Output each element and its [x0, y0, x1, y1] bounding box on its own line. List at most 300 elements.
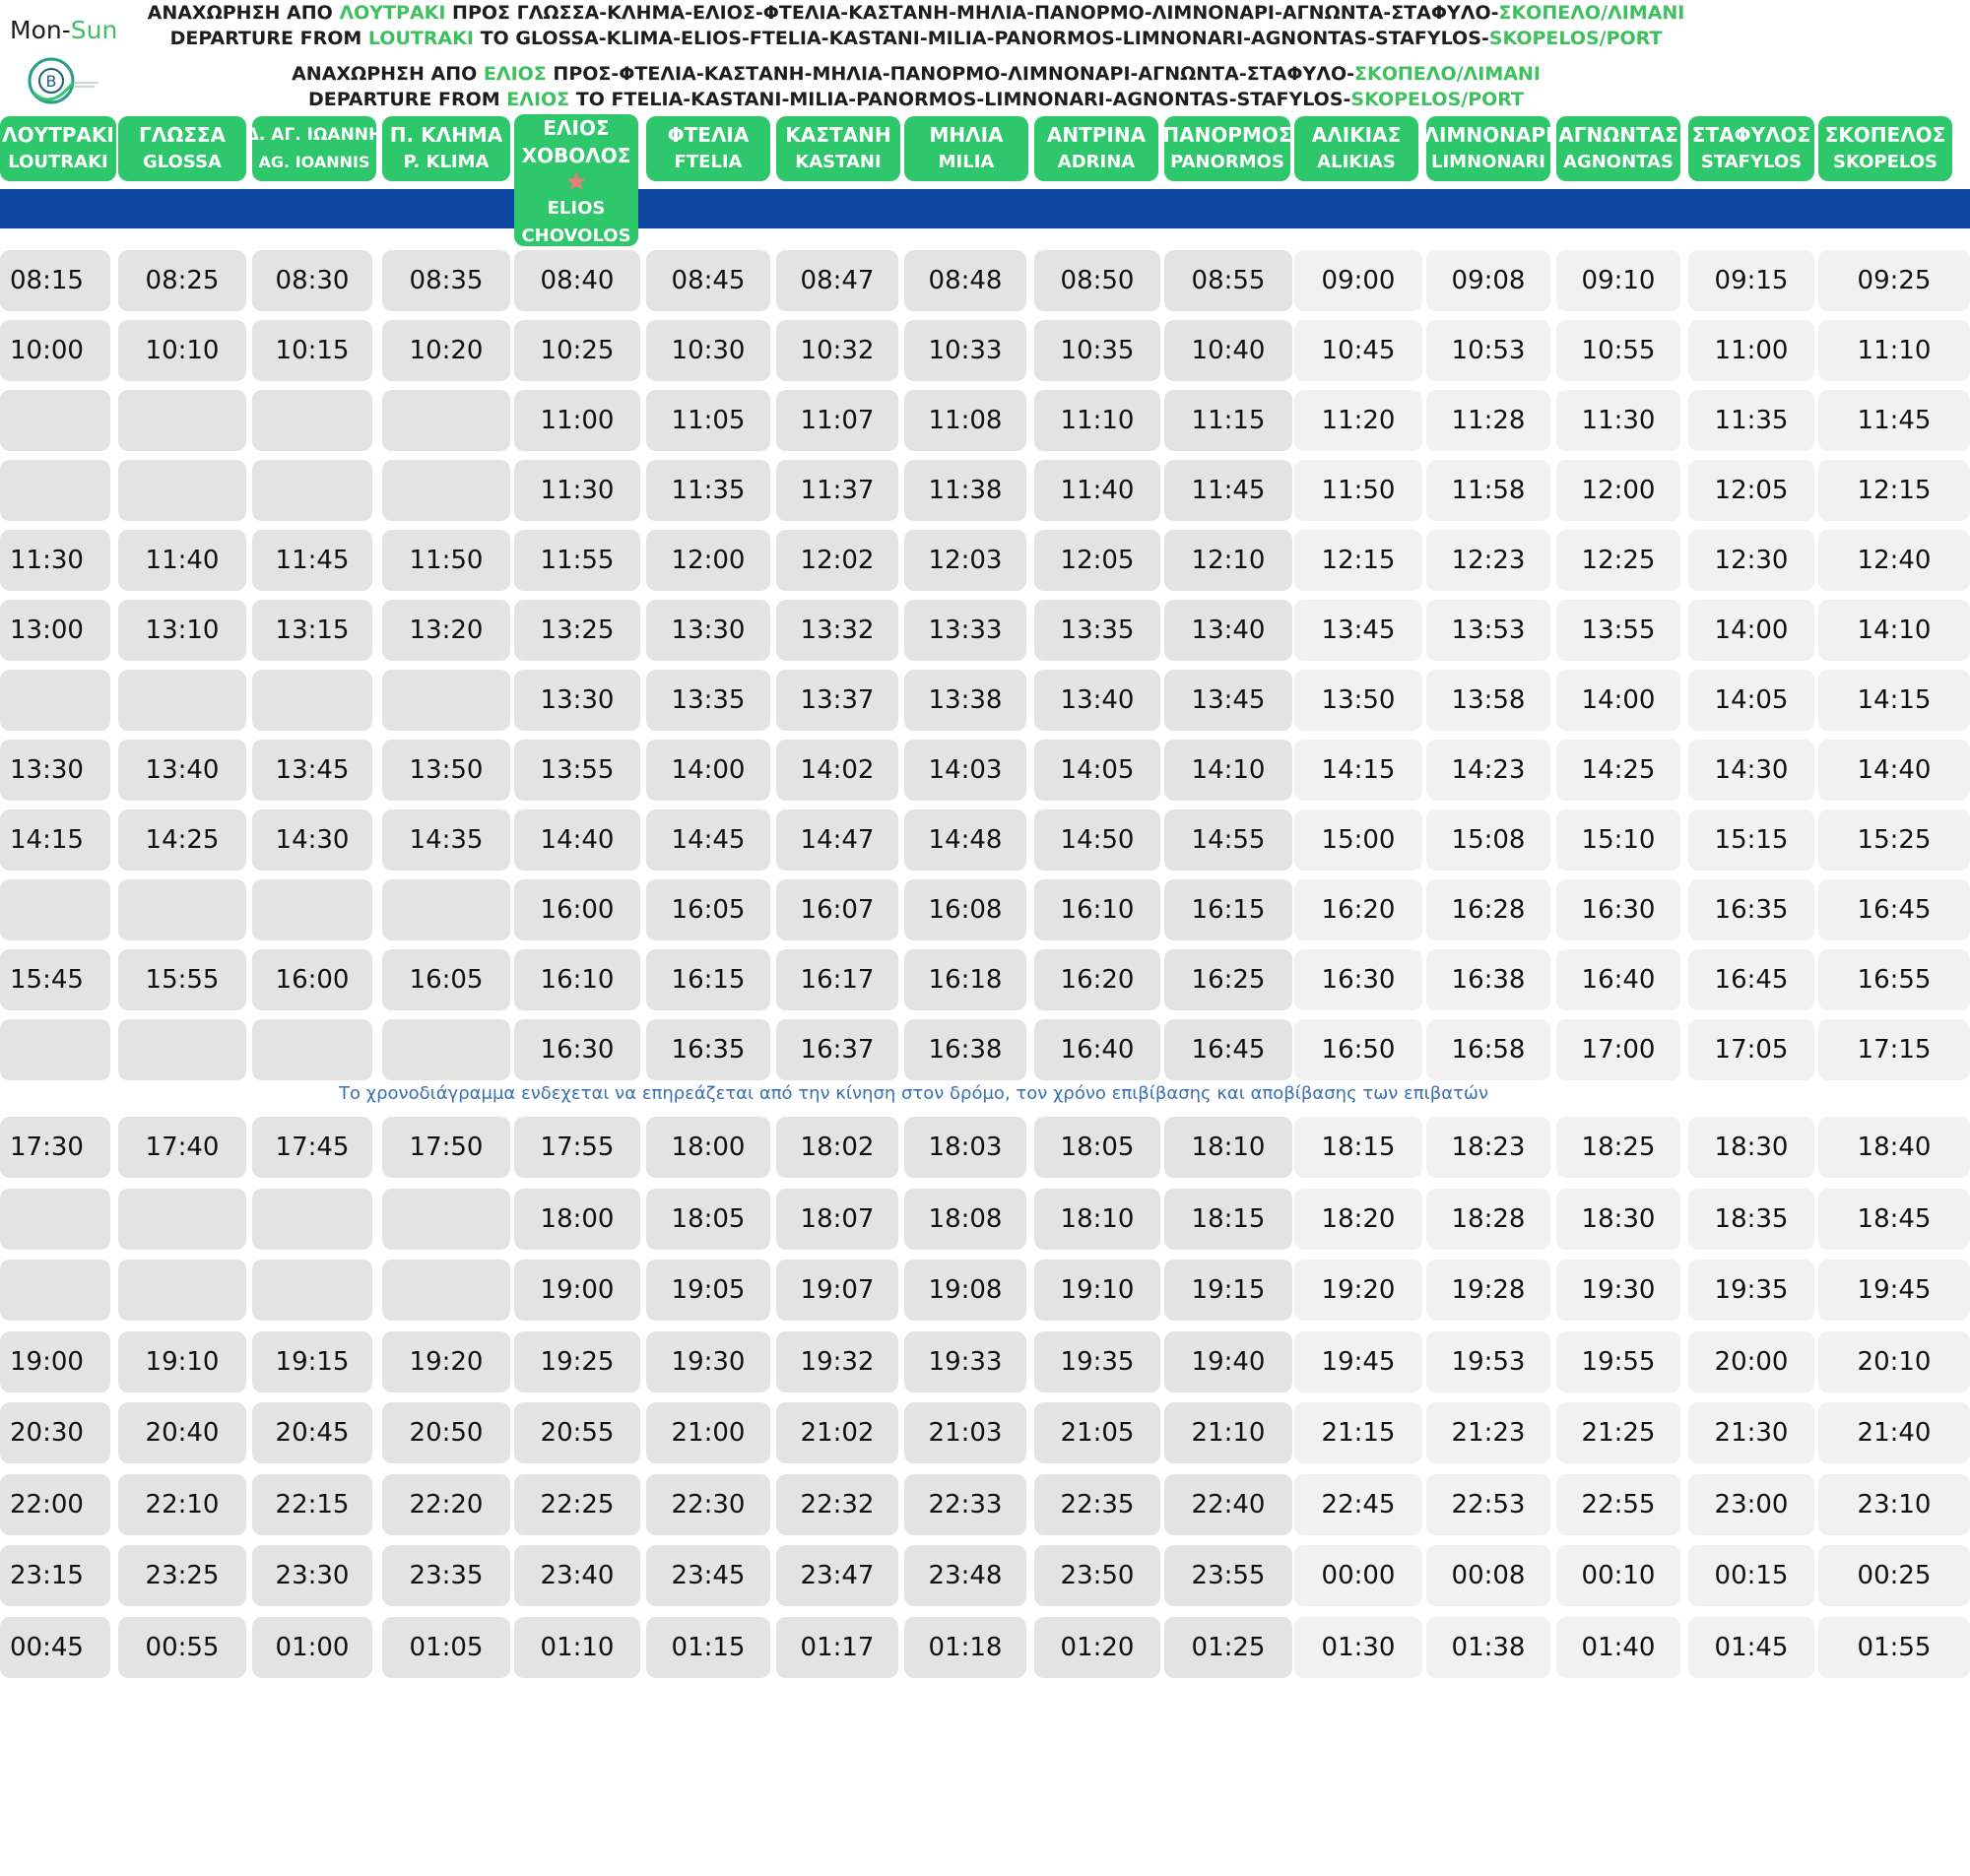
empty-cell: [0, 390, 110, 451]
time-cell: 19:30: [646, 1331, 770, 1392]
time-cell: 16:05: [646, 879, 770, 940]
time-cell: 21:40: [1818, 1402, 1970, 1463]
empty-cell: [382, 460, 510, 521]
time-cell: 18:35: [1688, 1189, 1814, 1250]
time-cell: 16:20: [1034, 949, 1160, 1010]
time-cell: 23:48: [904, 1545, 1026, 1606]
time-cell: 18:02: [776, 1117, 898, 1178]
time-cell: 16:30: [1556, 879, 1680, 940]
time-cell: 13:58: [1426, 670, 1550, 731]
time-cell: 16:38: [1426, 949, 1550, 1010]
stop-header-glossa: [118, 116, 246, 181]
time-cell: 16:10: [514, 949, 640, 1010]
time-cell: 14:23: [1426, 740, 1550, 801]
time-cell: 19:55: [1556, 1331, 1680, 1392]
time-cell: 19:25: [514, 1331, 640, 1392]
time-cell: 19:20: [1294, 1260, 1422, 1321]
time-cell: 14:15: [1818, 670, 1970, 731]
stop-name-greek: ΣΚΟΠΕΛΟΣ: [1824, 123, 1946, 147]
stop-name-latin: ELIOS: [547, 198, 606, 219]
time-cell: 22:55: [1556, 1474, 1680, 1535]
stop-header-elios: [514, 114, 638, 246]
time-cell: 13:40: [1164, 600, 1292, 661]
time-cell: 22:20: [382, 1474, 510, 1535]
time-cell: 12:15: [1294, 530, 1422, 591]
stop-header-ftelia: [646, 116, 770, 181]
time-cell: 15:25: [1818, 809, 1970, 871]
time-cell: 22:15: [252, 1474, 372, 1535]
time-cell: 13:20: [382, 600, 510, 661]
time-cell: 18:15: [1164, 1189, 1292, 1250]
time-cell: 16:40: [1034, 1019, 1160, 1080]
time-cell: 21:02: [776, 1402, 898, 1463]
brand-name: [10, 16, 117, 44]
time-cell: 16:17: [776, 949, 898, 1010]
time-cell: 22:10: [118, 1474, 246, 1535]
time-cell: 11:40: [1034, 460, 1160, 521]
time-cell: 11:37: [776, 460, 898, 521]
stop-header-stafylos: [1688, 116, 1814, 181]
time-cell: 01:20: [1034, 1617, 1160, 1678]
time-cell: 23:50: [1034, 1545, 1160, 1606]
time-cell: 13:25: [514, 600, 640, 661]
time-cell: 18:15: [1294, 1117, 1422, 1178]
stop-name-greek: ΕΛΙΟΣ: [543, 116, 610, 140]
time-cell: 18:30: [1688, 1117, 1814, 1178]
time-cell: 11:45: [252, 530, 372, 591]
time-cell: 19:00: [514, 1260, 640, 1321]
time-cell: 11:30: [514, 460, 640, 521]
empty-cell: [382, 1019, 510, 1080]
time-cell: 13:40: [1034, 670, 1160, 731]
stop-name-greek: ΦΤΕΛΙΑ: [667, 123, 750, 147]
time-cell: 12:00: [646, 530, 770, 591]
stop-name-latin: KASTANI: [795, 152, 882, 172]
time-cell: 12:03: [904, 530, 1026, 591]
time-cell: 23:45: [646, 1545, 770, 1606]
time-cell: 09:25: [1818, 250, 1970, 311]
time-cell: 14:25: [1556, 740, 1680, 801]
time-cell: 18:23: [1426, 1117, 1550, 1178]
time-cell: 16:37: [776, 1019, 898, 1080]
h1-b: ΛΟΥΤΡΑΚΙ: [339, 2, 446, 24]
time-cell: 01:55: [1818, 1617, 1970, 1678]
time-cell: 16:55: [1818, 949, 1970, 1010]
stop-header-kastani: [776, 116, 900, 181]
time-cell: 15:15: [1688, 809, 1814, 871]
time-cell: 16:30: [1294, 949, 1422, 1010]
time-cell: 18:20: [1294, 1189, 1422, 1250]
time-cell: 10:33: [904, 320, 1026, 381]
time-cell: 19:40: [1164, 1331, 1292, 1392]
time-cell: 14:50: [1034, 809, 1160, 871]
empty-cell: [252, 1260, 372, 1321]
time-cell: 12:00: [1556, 460, 1680, 521]
time-cell: 08:30: [252, 250, 372, 311]
time-cell: 14:05: [1688, 670, 1814, 731]
time-cell: 13:55: [1556, 600, 1680, 661]
time-cell: 11:05: [646, 390, 770, 451]
time-cell: 13:37: [776, 670, 898, 731]
time-cell: 16:45: [1164, 1019, 1292, 1080]
time-cell: 17:40: [118, 1117, 246, 1178]
h1-c: ΠΡΟΣ ΓΛΩΣΣΑ-ΚΛΗΜΑ-ΕΛΙΟΣ-ΦΤΕΛΙΑ-ΚΑΣΤΑΝΗ-ΜΗΛΙΑ-ΠΑΝΟΡΜΟ-ΛΙΜΝΟΝΑΡΙ-ΑΓΝΩΝΤΑ-ΣΤΑΦΥΛΟ-: [445, 2, 1499, 24]
stop-name-greek: ΑΝΤΡΙΝΑ: [1046, 123, 1147, 147]
time-cell: 13:45: [1294, 600, 1422, 661]
time-cell: 23:10: [1818, 1474, 1970, 1535]
time-cell: 16:45: [1818, 879, 1970, 940]
time-cell: 14:10: [1818, 600, 1970, 661]
header-divider-bar: [0, 189, 1970, 228]
time-cell: 08:45: [646, 250, 770, 311]
time-cell: 10:45: [1294, 320, 1422, 381]
time-cell: 08:50: [1034, 250, 1160, 311]
time-cell: 01:00: [252, 1617, 372, 1678]
time-cell: 15:00: [1294, 809, 1422, 871]
time-cell: 16:35: [1688, 879, 1814, 940]
empty-cell: [382, 879, 510, 940]
time-cell: 11:30: [1556, 390, 1680, 451]
time-cell: 12:10: [1164, 530, 1292, 591]
empty-cell: [0, 1260, 110, 1321]
stop-name-greek: Δ. ΑΓ. ΙΩΑΝΝΗ: [245, 125, 383, 145]
time-cell: 21:15: [1294, 1402, 1422, 1463]
star-icon: ★: [564, 167, 588, 197]
time-cell: 18:00: [514, 1189, 640, 1250]
time-cell: 19:32: [776, 1331, 898, 1392]
time-cell: 14:03: [904, 740, 1026, 801]
time-cell: 10:10: [118, 320, 246, 381]
stop-name-latin: AG. IOANNIS: [258, 153, 370, 171]
time-cell: 13:35: [646, 670, 770, 731]
time-cell: 13:38: [904, 670, 1026, 731]
time-cell: 10:00: [0, 320, 110, 381]
time-cell: 20:10: [1818, 1331, 1970, 1392]
stop-name-latin: ADRINA: [1057, 152, 1136, 172]
time-cell: 00:15: [1688, 1545, 1814, 1606]
time-cell: 10:20: [382, 320, 510, 381]
h2-d: SKOPELOS/PORT: [1488, 28, 1663, 49]
stop-name-latin: STAFYLOS: [1700, 152, 1803, 172]
time-cell: 22:32: [776, 1474, 898, 1535]
time-cell: 11:38: [904, 460, 1026, 521]
brand-name-part2: Sun: [70, 16, 118, 44]
time-cell: 16:15: [646, 949, 770, 1010]
stop-header-agnontas: [1556, 116, 1680, 181]
stop-name-greek: ΣΤΑΦΥΛΟΣ: [1691, 123, 1811, 147]
h1-d: ΣΚΟΠΕΛΟ/ΛΙΜΑΝΙ: [1498, 2, 1685, 24]
header-line-english-elios: [128, 87, 1704, 112]
time-cell: 23:40: [514, 1545, 640, 1606]
empty-cell: [118, 670, 246, 731]
time-cell: 13:35: [1034, 600, 1160, 661]
stop-name-greek: ΜΗΛΙΑ: [929, 123, 1004, 147]
time-cell: 01:25: [1164, 1617, 1292, 1678]
time-cell: 18:45: [1818, 1189, 1970, 1250]
empty-cell: [118, 1189, 246, 1250]
h3-c: ΠΡΟΣ-ΦΤΕΛΙΑ-ΚΑΣΤΑΝΗ-ΜΗΛΙΑ-ΠΑΝΟΡΜΟ-ΛΙΜΝΟΝΑΡΙ-ΑΓΝΩΝΤΑ-ΣΤΑΦΥΛΟ-: [546, 63, 1355, 85]
time-cell: 22:25: [514, 1474, 640, 1535]
time-cell: 08:55: [1164, 250, 1292, 311]
time-cell: 18:08: [904, 1189, 1026, 1250]
stop-header-panormos: [1164, 116, 1290, 181]
stop-name-greek: ΛΟΥΤΡΑΚΙ: [2, 123, 114, 147]
time-cell: 16:58: [1426, 1019, 1550, 1080]
time-cell: 16:40: [1556, 949, 1680, 1010]
time-cell: 21:23: [1426, 1402, 1550, 1463]
time-cell: 10:53: [1426, 320, 1550, 381]
stop-name-greek: ΓΛΩΣΣΑ: [138, 123, 227, 147]
time-cell: 12:40: [1818, 530, 1970, 591]
time-cell: 11:35: [1688, 390, 1814, 451]
time-cell: 18:10: [1034, 1189, 1160, 1250]
time-cell: 12:02: [776, 530, 898, 591]
time-cell: 14:30: [1688, 740, 1814, 801]
time-cell: 11:00: [1688, 320, 1814, 381]
time-cell: 14:35: [382, 809, 510, 871]
time-cell: 22:35: [1034, 1474, 1160, 1535]
time-cell: 19:33: [904, 1331, 1026, 1392]
time-cell: 19:20: [382, 1331, 510, 1392]
time-cell: 15:10: [1556, 809, 1680, 871]
time-cell: 15:45: [0, 949, 110, 1010]
h1-a: ΑΝΑΧΩΡΗΣΗ ΑΠΟ: [147, 2, 340, 24]
time-cell: 14:55: [1164, 809, 1292, 871]
empty-cell: [252, 1019, 372, 1080]
time-cell: 00:10: [1556, 1545, 1680, 1606]
time-cell: 19:08: [904, 1260, 1026, 1321]
time-cell: 16:38: [904, 1019, 1026, 1080]
time-cell: 15:08: [1426, 809, 1550, 871]
time-cell: 17:30: [0, 1117, 110, 1178]
time-cell: 17:05: [1688, 1019, 1814, 1080]
brand-swirl-icon: [24, 53, 102, 108]
h4-a: DEPARTURE FROM: [307, 89, 507, 110]
time-cell: 01:10: [514, 1617, 640, 1678]
time-cell: 14:25: [118, 809, 246, 871]
time-cell: 21:00: [646, 1402, 770, 1463]
time-cell: 13:30: [514, 670, 640, 731]
time-cell: 13:33: [904, 600, 1026, 661]
time-cell: 16:15: [1164, 879, 1292, 940]
time-cell: 14:45: [646, 809, 770, 871]
stop-name-greek: Π. ΚΛΗΜΑ: [389, 123, 503, 147]
time-cell: 16:07: [776, 879, 898, 940]
time-cell: 23:25: [118, 1545, 246, 1606]
time-cell: 19:45: [1294, 1331, 1422, 1392]
empty-cell: [382, 390, 510, 451]
schedule-disclaimer: Το χρονοδιάγραμμα ενδεχεται να επηρεάζεται από την κίνηση στον δρόμο, τον χρόνο επιβίβασης και αποβίβασης των επιβατών: [338, 1083, 1489, 1104]
time-cell: 22:30: [646, 1474, 770, 1535]
time-cell: 08:40: [514, 250, 640, 311]
time-cell: 14:15: [1294, 740, 1422, 801]
empty-cell: [252, 460, 372, 521]
time-cell: 12:05: [1688, 460, 1814, 521]
time-cell: 13:45: [1164, 670, 1292, 731]
time-cell: 22:53: [1426, 1474, 1550, 1535]
time-cell: 21:05: [1034, 1402, 1160, 1463]
time-cell: 11:20: [1294, 390, 1422, 451]
time-cell: 16:45: [1688, 949, 1814, 1010]
empty-cell: [252, 670, 372, 731]
time-cell: 00:45: [0, 1617, 110, 1678]
time-cell: 23:47: [776, 1545, 898, 1606]
time-cell: 18:05: [646, 1189, 770, 1250]
time-cell: 22:40: [1164, 1474, 1292, 1535]
stop-name-latin: P. KLIMA: [403, 152, 490, 172]
time-cell: 13:50: [1294, 670, 1422, 731]
time-cell: 17:00: [1556, 1019, 1680, 1080]
empty-cell: [118, 1260, 246, 1321]
time-cell: 10:55: [1556, 320, 1680, 381]
stop-name-latin: AGNONTAS: [1563, 152, 1674, 172]
time-cell: 11:45: [1164, 460, 1292, 521]
h3-b: ΕΛΙΟΣ: [483, 63, 547, 85]
time-cell: 08:15: [0, 250, 110, 311]
time-cell: 23:35: [382, 1545, 510, 1606]
time-cell: 16:30: [514, 1019, 640, 1080]
brand-name-part1: Mon-: [10, 16, 71, 44]
brand-logo: [10, 12, 128, 110]
time-cell: 01:15: [646, 1617, 770, 1678]
stop-header-alikias: [1294, 116, 1418, 181]
header-line-greek-loutraki: [128, 0, 1704, 26]
empty-cell: [118, 390, 246, 451]
stop-header-milia: [904, 116, 1028, 181]
time-cell: 12:30: [1688, 530, 1814, 591]
time-cell: 18:28: [1426, 1189, 1550, 1250]
time-cell: 16:00: [514, 879, 640, 940]
time-cell: 10:32: [776, 320, 898, 381]
stop-name-latin: LOUTRAKI: [8, 152, 108, 172]
time-cell: 13:10: [118, 600, 246, 661]
time-cell: 10:15: [252, 320, 372, 381]
empty-cell: [118, 1019, 246, 1080]
time-cell: 09:08: [1426, 250, 1550, 311]
time-cell: 13:40: [118, 740, 246, 801]
time-cell: 10:30: [646, 320, 770, 381]
time-cell: 09:00: [1294, 250, 1422, 311]
empty-cell: [252, 390, 372, 451]
empty-cell: [252, 1189, 372, 1250]
time-cell: 14:10: [1164, 740, 1292, 801]
time-cell: 16:05: [382, 949, 510, 1010]
empty-cell: [252, 879, 372, 940]
time-cell: 18:07: [776, 1189, 898, 1250]
time-cell: 17:15: [1818, 1019, 1970, 1080]
time-cell: 19:15: [1164, 1260, 1292, 1321]
time-cell: 11:50: [382, 530, 510, 591]
time-cell: 10:25: [514, 320, 640, 381]
time-cell: 19:28: [1426, 1260, 1550, 1321]
stop-name-greek: ΑΓΝΩΝΤΑΣ: [1558, 123, 1678, 147]
time-cell: 08:47: [776, 250, 898, 311]
h4-d: SKOPELOS/PORT: [1350, 89, 1525, 110]
empty-cell: [0, 460, 110, 521]
time-cell: 16:08: [904, 879, 1026, 940]
empty-cell: [382, 1189, 510, 1250]
time-cell: 16:50: [1294, 1019, 1422, 1080]
time-cell: 11:28: [1426, 390, 1550, 451]
time-cell: 17:45: [252, 1117, 372, 1178]
time-cell: 14:40: [514, 809, 640, 871]
time-cell: 19:35: [1034, 1331, 1160, 1392]
stop-header-adrina: [1034, 116, 1158, 181]
stop-name-greek: ΠΑΝΟΡΜΟΣ: [1162, 123, 1292, 147]
time-cell: 14:00: [1556, 670, 1680, 731]
time-cell: 01:18: [904, 1617, 1026, 1678]
time-cell: 12:05: [1034, 530, 1160, 591]
time-cell: 16:20: [1294, 879, 1422, 940]
time-cell: 20:30: [0, 1402, 110, 1463]
stop-header-skopelos: [1818, 116, 1952, 181]
time-cell: 17:55: [514, 1117, 640, 1178]
time-cell: 21:25: [1556, 1402, 1680, 1463]
brand-mark-letter: B: [45, 72, 57, 91]
time-cell: 19:35: [1688, 1260, 1814, 1321]
time-cell: 20:45: [252, 1402, 372, 1463]
time-cell: 20:50: [382, 1402, 510, 1463]
time-cell: 19:10: [1034, 1260, 1160, 1321]
time-cell: 14:00: [646, 740, 770, 801]
time-cell: 14:02: [776, 740, 898, 801]
time-cell: 12:15: [1818, 460, 1970, 521]
time-cell: 11:08: [904, 390, 1026, 451]
time-cell: 20:40: [118, 1402, 246, 1463]
time-cell: 22:00: [0, 1474, 110, 1535]
time-cell: 17:50: [382, 1117, 510, 1178]
time-cell: 19:30: [1556, 1260, 1680, 1321]
time-cell: 13:32: [776, 600, 898, 661]
time-cell: 21:10: [1164, 1402, 1292, 1463]
time-cell: 18:40: [1818, 1117, 1970, 1178]
h2-c: TO GLOSSA-KLIMA-ELIOS-FTELIA-KASTANI-MILIA-PANORMOS-LIMNONARI-AGNONTAS-STAFYLOS-: [473, 28, 1489, 49]
time-cell: 11:40: [118, 530, 246, 591]
h4-c: TO FTELIA-KASTANI-MILIA-PANORMOS-LIMNONARI-AGNONTAS-STAFYLOS-: [569, 89, 1351, 110]
stop-name-greek-2: ΧΟΒΟΛΟΣ: [521, 144, 631, 167]
time-cell: 18:25: [1556, 1117, 1680, 1178]
time-cell: 12:25: [1556, 530, 1680, 591]
empty-cell: [118, 460, 246, 521]
time-cell: 14:47: [776, 809, 898, 871]
time-cell: 15:55: [118, 949, 246, 1010]
time-cell: 18:03: [904, 1117, 1026, 1178]
h3-a: ΑΝΑΧΩΡΗΣΗ ΑΠΟ: [292, 63, 484, 85]
time-cell: 16:00: [252, 949, 372, 1010]
time-cell: 19:07: [776, 1260, 898, 1321]
time-cell: 20:00: [1688, 1331, 1814, 1392]
time-cell: 11:10: [1034, 390, 1160, 451]
time-cell: 13:53: [1426, 600, 1550, 661]
stop-header-ag-ioannis: [245, 116, 383, 181]
stop-header-klima: [382, 116, 510, 181]
time-cell: 20:55: [514, 1402, 640, 1463]
empty-cell: [0, 1019, 110, 1080]
empty-cell: [0, 670, 110, 731]
time-cell: 09:10: [1556, 250, 1680, 311]
time-cell: 19:15: [252, 1331, 372, 1392]
time-cell: 00:25: [1818, 1545, 1970, 1606]
h4-b: ΕΛΙΟΣ: [506, 89, 570, 110]
empty-cell: [0, 879, 110, 940]
time-cell: 11:35: [646, 460, 770, 521]
stop-name-latin: FTELIA: [674, 152, 743, 172]
time-cell: 14:15: [0, 809, 110, 871]
time-cell: 08:25: [118, 250, 246, 311]
time-cell: 18:10: [1164, 1117, 1292, 1178]
time-cell: 13:50: [382, 740, 510, 801]
stop-name-latin: GLOSSA: [143, 152, 222, 172]
